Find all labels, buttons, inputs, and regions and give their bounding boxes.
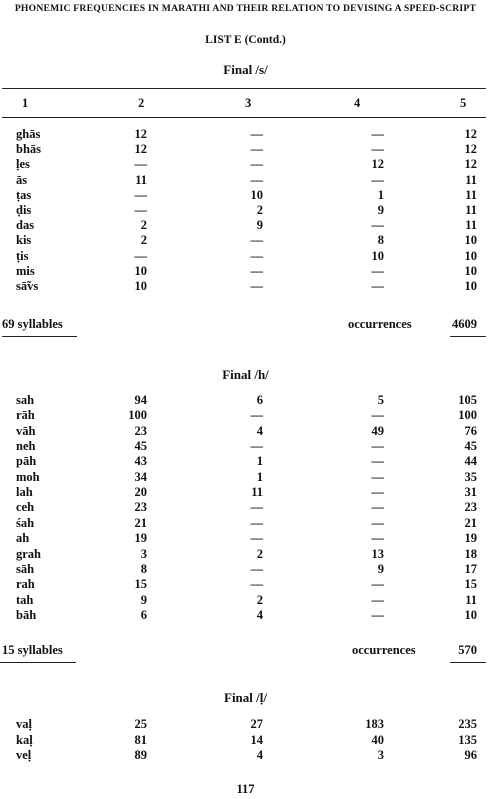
count-cell-5: 135 xyxy=(458,732,477,747)
section-total-final-h xyxy=(0,642,491,658)
table-row xyxy=(0,515,491,531)
count-cell-2: 19 xyxy=(134,531,147,546)
syllable-cell: kis xyxy=(16,233,32,248)
count-cell-3: 11 xyxy=(251,485,263,500)
count-cell-2: — xyxy=(134,203,147,217)
count-cell-4: 183 xyxy=(365,717,384,731)
count-cell-5: 12 xyxy=(464,142,477,157)
total-syllables: 69 syllables xyxy=(2,317,63,331)
column-header-5: 5 xyxy=(460,96,467,110)
count-cell-4: — xyxy=(371,607,384,622)
count-cell-4: — xyxy=(371,408,384,423)
table-row xyxy=(0,607,491,623)
header-bottom-rule xyxy=(2,117,486,118)
count-cell-4: — xyxy=(371,469,384,484)
count-cell-4: — xyxy=(371,127,384,141)
count-cell-5: 18 xyxy=(464,546,477,561)
count-cell-4: 13 xyxy=(371,546,384,561)
count-cell-4: 9 xyxy=(377,203,384,217)
count-cell-3: — xyxy=(250,263,263,278)
table-row xyxy=(0,561,491,577)
count-cell-4: — xyxy=(371,439,384,454)
syllable-cell: kaḷ xyxy=(16,732,33,747)
table-row xyxy=(0,187,491,203)
count-cell-2: 8 xyxy=(140,561,147,576)
count-cell-4: — xyxy=(371,142,384,157)
count-cell-4: — xyxy=(371,500,384,515)
count-cell-5: 76 xyxy=(464,423,477,438)
count-cell-2: 15 xyxy=(134,577,147,592)
total-occurrences-value: 4609 xyxy=(452,317,477,331)
table-row xyxy=(0,747,491,763)
syllable-cell: ah xyxy=(16,531,30,546)
count-cell-3: 2 xyxy=(256,592,263,607)
running-head: PHONEMIC FREQUENCIES IN MARATHI AND THEIR RELATION TO DEVISING A SPEED-SCRIPT xyxy=(14,3,477,14)
column-header-3: 3 xyxy=(245,96,252,110)
total-rule-right xyxy=(450,662,486,663)
syllable-cell: tah xyxy=(16,592,34,607)
count-cell-5: 11 xyxy=(465,172,477,187)
total-rule-left xyxy=(0,662,76,663)
syllable-cell: veḷ xyxy=(16,748,32,762)
count-cell-3: — xyxy=(250,172,263,187)
count-cell-5: 15 xyxy=(464,577,477,592)
count-cell-2: 12 xyxy=(134,142,147,157)
count-cell-3: — xyxy=(250,408,263,423)
count-cell-3: — xyxy=(250,577,263,592)
count-cell-5: 10 xyxy=(464,233,477,248)
syllable-cell: ās xyxy=(16,172,28,187)
count-cell-5: 45 xyxy=(464,439,477,454)
count-cell-2: 45 xyxy=(134,439,147,454)
count-cell-2: 81 xyxy=(134,732,147,747)
syllable-cell: grah xyxy=(16,546,41,561)
syllable-cell: das xyxy=(16,218,35,233)
count-cell-5: 11 xyxy=(465,187,477,202)
table-row xyxy=(0,278,491,294)
count-cell-5: 44 xyxy=(464,454,477,469)
table-row xyxy=(0,126,491,142)
count-cell-5: 235 xyxy=(458,717,477,731)
count-cell-2: 23 xyxy=(134,500,147,515)
count-cell-4: — xyxy=(371,454,384,469)
total-occurrences-value: 570 xyxy=(458,643,477,657)
syllable-cell: ṭas xyxy=(16,187,32,202)
section-total-final-s xyxy=(0,316,491,332)
syllable-cell: ṭis xyxy=(16,248,29,263)
count-cell-2: — xyxy=(134,157,147,172)
syllable-cell: sāh xyxy=(16,561,35,576)
table-row xyxy=(0,499,491,515)
count-cell-3: 1 xyxy=(256,469,263,484)
count-cell-3: 27 xyxy=(250,717,263,731)
count-cell-4: — xyxy=(371,577,384,592)
count-cell-5: 21 xyxy=(464,515,477,530)
count-cell-3: 4 xyxy=(256,748,263,762)
count-cell-5: 17 xyxy=(464,561,477,576)
count-cell-3: 4 xyxy=(256,607,263,622)
count-cell-5: 11 xyxy=(465,218,477,233)
count-cell-4: 3 xyxy=(377,748,384,762)
total-rule-right xyxy=(450,336,486,337)
count-cell-3: — xyxy=(250,439,263,454)
count-cell-2: 20 xyxy=(134,485,147,500)
syllable-cell: ghās xyxy=(16,127,41,141)
table-row xyxy=(0,156,491,172)
count-cell-2: — xyxy=(134,248,147,263)
count-cell-2: 9 xyxy=(140,592,147,607)
count-cell-5: 10 xyxy=(464,607,477,622)
count-cell-4: 1 xyxy=(377,187,384,202)
table-row xyxy=(0,202,491,218)
count-cell-5: 23 xyxy=(464,500,477,515)
count-cell-5: 11 xyxy=(465,203,477,217)
table-row xyxy=(0,576,491,592)
total-rule-left xyxy=(2,336,77,337)
count-cell-3: — xyxy=(250,233,263,248)
count-cell-2: 94 xyxy=(134,393,147,407)
syllable-cell: ḷes xyxy=(16,157,30,172)
count-cell-3: — xyxy=(250,500,263,515)
table-row xyxy=(0,392,491,408)
syllable-cell: śah xyxy=(16,515,35,530)
count-cell-4: 5 xyxy=(377,393,384,407)
count-cell-4: 49 xyxy=(371,423,384,438)
syllable-cell: moh xyxy=(16,469,40,484)
count-cell-3: 6 xyxy=(256,393,263,407)
count-cell-2: — xyxy=(134,187,147,202)
syllable-cell: ḍis xyxy=(16,203,32,217)
count-cell-5: 96 xyxy=(464,748,477,762)
count-cell-3: — xyxy=(250,142,263,157)
total-occurrences-label: occurrences xyxy=(348,317,412,331)
syllable-cell: rah xyxy=(16,577,35,592)
count-cell-5: 105 xyxy=(458,393,477,407)
count-cell-5: 12 xyxy=(464,157,477,172)
table-row xyxy=(0,453,491,469)
count-cell-3: 9 xyxy=(256,218,263,233)
count-cell-4: — xyxy=(371,279,384,293)
count-cell-2: 34 xyxy=(134,469,147,484)
count-cell-3: — xyxy=(250,279,263,293)
table-row xyxy=(0,732,491,748)
count-cell-3: 2 xyxy=(256,203,263,217)
table-row xyxy=(0,546,491,562)
column-header-4: 4 xyxy=(354,96,361,110)
table-row xyxy=(0,484,491,500)
count-cell-2: 2 xyxy=(140,218,147,233)
syllable-cell: vaḷ xyxy=(16,717,32,731)
count-cell-2: 23 xyxy=(134,423,147,438)
table-row xyxy=(0,141,491,157)
list-title: LIST E (Contd.) xyxy=(205,34,286,46)
count-cell-5: 100 xyxy=(458,408,477,423)
syllable-cell: mis xyxy=(16,263,35,278)
table-row xyxy=(0,263,491,279)
count-cell-3: — xyxy=(250,515,263,530)
count-cell-5: 10 xyxy=(464,248,477,263)
count-cell-5: 10 xyxy=(464,279,477,293)
column-header-2: 2 xyxy=(138,96,145,110)
table-row xyxy=(0,217,491,233)
section-title-final-h: Final /h/ xyxy=(222,367,269,382)
count-cell-4: — xyxy=(371,515,384,530)
table-row xyxy=(0,469,491,485)
table-row xyxy=(0,716,491,732)
table-row xyxy=(0,530,491,546)
syllable-cell: sā̃vs xyxy=(16,279,39,293)
table-row xyxy=(0,407,491,423)
count-cell-3: — xyxy=(250,157,263,172)
syllable-cell: ceh xyxy=(16,500,35,515)
count-cell-2: 10 xyxy=(134,263,147,278)
count-cell-5: 11 xyxy=(465,592,477,607)
section-title-final-s: Final /s/ xyxy=(223,62,268,77)
count-cell-4: 10 xyxy=(371,248,384,263)
count-cell-3: 14 xyxy=(250,732,263,747)
syllable-cell: lah xyxy=(16,485,33,500)
count-cell-3: 2 xyxy=(256,546,263,561)
count-cell-2: 12 xyxy=(134,127,147,141)
count-cell-3: 4 xyxy=(256,423,263,438)
count-cell-5: 31 xyxy=(464,485,477,500)
count-cell-4: — xyxy=(371,172,384,187)
syllable-cell: sah xyxy=(16,393,35,407)
section-title-final-l: Final /ḷ/ xyxy=(224,690,267,705)
count-cell-3: — xyxy=(250,531,263,546)
syllable-cell: neh xyxy=(16,439,36,454)
column-header-1: 1 xyxy=(22,96,29,110)
syllable-cell: vāh xyxy=(16,423,36,438)
total-syllables: 15 syllables xyxy=(2,643,63,657)
count-cell-3: 10 xyxy=(250,187,263,202)
syllable-cell: rāh xyxy=(16,408,35,423)
count-cell-5: 10 xyxy=(464,263,477,278)
count-cell-5: 35 xyxy=(464,469,477,484)
count-cell-3: 1 xyxy=(256,454,263,469)
table-row xyxy=(0,438,491,454)
table-row xyxy=(0,423,491,439)
total-occurrences-label: occurrences xyxy=(352,643,416,657)
count-cell-4: — xyxy=(371,485,384,500)
count-cell-3: — xyxy=(250,561,263,576)
count-cell-4: 12 xyxy=(371,157,384,172)
count-cell-2: 2 xyxy=(140,233,147,248)
table-row xyxy=(0,248,491,264)
count-cell-4: 8 xyxy=(377,233,384,248)
count-cell-3: — xyxy=(250,248,263,263)
syllable-cell: bāh xyxy=(16,607,37,622)
count-cell-2: 21 xyxy=(134,515,147,530)
count-cell-2: 3 xyxy=(140,546,147,561)
table-row xyxy=(0,232,491,248)
table-row xyxy=(0,592,491,608)
count-cell-4: 9 xyxy=(377,561,384,576)
count-cell-2: 89 xyxy=(134,748,147,762)
header-top-rule xyxy=(2,88,486,89)
syllable-cell: bhās xyxy=(16,142,42,157)
table-row xyxy=(0,172,491,188)
count-cell-2: 11 xyxy=(135,172,147,187)
syllable-cell: pāh xyxy=(16,454,37,469)
count-cell-3: — xyxy=(250,127,263,141)
count-cell-4: — xyxy=(371,531,384,546)
page-number: 117 xyxy=(236,782,255,796)
count-cell-5: 19 xyxy=(464,531,477,546)
count-cell-2: 6 xyxy=(140,607,147,622)
count-cell-4: 40 xyxy=(371,732,384,747)
count-cell-2: 25 xyxy=(134,717,147,731)
count-cell-4: — xyxy=(371,218,384,233)
count-cell-4: — xyxy=(371,592,384,607)
count-cell-2: 10 xyxy=(134,279,147,293)
count-cell-5: 12 xyxy=(464,127,477,141)
count-cell-2: 43 xyxy=(134,454,147,469)
count-cell-2: 100 xyxy=(128,408,147,423)
count-cell-4: — xyxy=(371,263,384,278)
